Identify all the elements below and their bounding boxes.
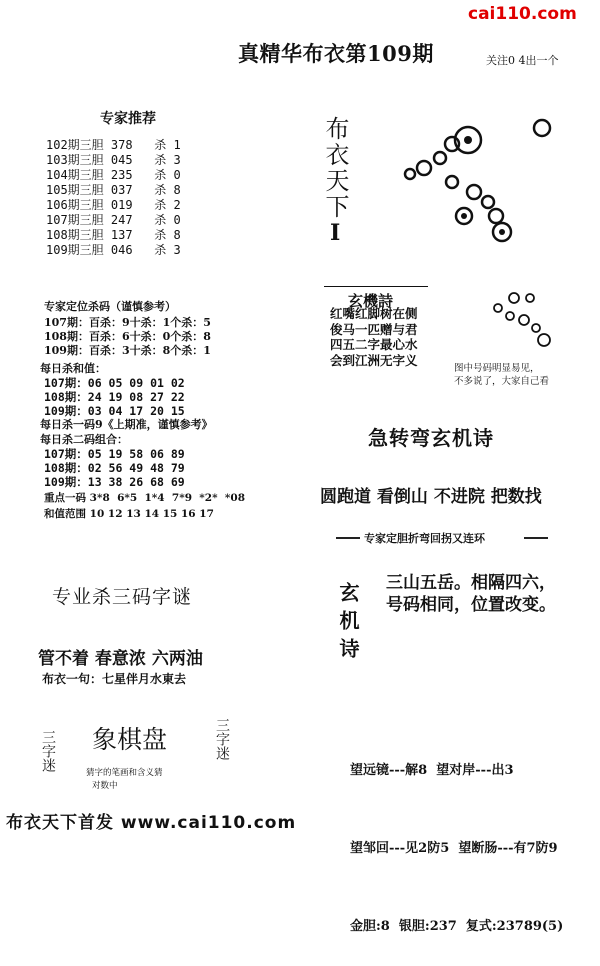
expert-fix: 专家定胆折弯回拐又连环 <box>364 532 485 545</box>
poem-line: 红嘴红脚树在侧 <box>330 306 418 321</box>
list-item: 102期三胆 378 杀 1 <box>46 138 181 152</box>
poem-line: 三山五岳。相隔四六， <box>386 573 556 593</box>
poem-box-top-rule <box>324 286 428 287</box>
lookout-line: 望邹回---见2防5 望断肠---有7防9 <box>350 841 558 856</box>
daily-two-list <box>44 447 185 489</box>
site-logo[interactable]: cai110.com <box>468 4 577 24</box>
poem-line: 号码相同，位置改变。 <box>386 595 556 615</box>
poem2 <box>386 572 556 616</box>
position-kill-header: 专家定位杀码（谨慎参考） <box>44 300 176 313</box>
follow-note: 关注0 4出一个 <box>486 54 559 67</box>
list-item: 108期：02 56 49 48 79 <box>44 461 185 475</box>
xuanji-vertical: 玄机诗 <box>336 582 360 666</box>
footer-text[interactable]: 布衣天下首发 www.cai110.com <box>6 813 297 833</box>
lookout-line: 望远镜---解8 望对岸---出3 <box>350 763 514 778</box>
expert-list <box>46 138 181 258</box>
chain-illustration <box>392 118 572 258</box>
chess-note-2: 对数中 <box>92 781 118 791</box>
poem-line: 俊马一匹赠与君 <box>330 321 418 337</box>
small-chain-illustration <box>468 290 568 350</box>
list-item: 109期：百杀：3十杀：8个杀：1 <box>44 344 211 357</box>
expert-header: 专家推荐 <box>100 111 156 127</box>
chess-note: 猜字的笔画和含义猜 <box>86 768 163 778</box>
list-item: 105期三胆 037 杀 8 <box>46 183 181 197</box>
buyi-numeral: I <box>330 220 341 246</box>
poem-line: 四五二字最心水 <box>330 337 418 352</box>
list-item: 109期三胆 046 杀 3 <box>46 243 181 257</box>
list-item: 106期三胆 019 杀 2 <box>46 198 181 212</box>
daily-sum-header: 每日杀和值： <box>40 362 106 375</box>
key-one-code: 重点一码 3*8 6*5 1*4 7*9 *2* *08 <box>44 492 246 504</box>
page-title: 真精华布衣第109期 <box>238 41 434 66</box>
list-item: 107期三胆 247 杀 0 <box>46 213 181 227</box>
list-item: 108期：百杀：6十杀：0个杀：8 <box>44 330 211 343</box>
poem-box-lines <box>330 306 418 368</box>
turn-title: 急转弯玄机诗 <box>368 426 494 450</box>
riddle-line: 管不着 春意浓 六两油 <box>38 649 203 669</box>
lookout-line: 金胆:8 银胆:237 复式:23789(5) <box>350 919 564 934</box>
list-item: 107期：06 05 09 01 02 <box>44 376 185 390</box>
buyi-sentence: 布衣一句：七星伴月水東去 <box>42 672 187 686</box>
list-item: 109期：13 38 26 68 69 <box>44 475 185 489</box>
list-item: 103期三胆 045 杀 3 <box>46 153 181 167</box>
hint-line: 不多说了，大家自己看 <box>454 376 550 387</box>
list-item: 108期三胆 137 杀 8 <box>46 228 181 242</box>
list-item: 108期：24 19 08 27 22 <box>44 390 185 404</box>
sum-range: 和值范围 10 12 13 14 15 16 17 <box>44 508 214 520</box>
lookout-list <box>350 706 563 966</box>
list-item: 107期：百杀：9十杀：1个杀：5 <box>44 316 211 329</box>
hint-line: 图中号码明显易见， <box>454 363 540 374</box>
daily-sum-list <box>44 376 185 418</box>
list-item: 109期：03 04 17 20 15 <box>44 404 185 418</box>
position-kill-list <box>44 316 211 358</box>
turn-line: 圆跑道 看倒山 不进院 把数找 <box>320 487 542 507</box>
list-item: 104期三胆 235 杀 0 <box>46 168 181 182</box>
poem-line: 会到江洲无字义 <box>330 352 418 368</box>
divider <box>524 537 548 539</box>
daily-one-code: 每日杀一码9《上期准，谨慎参考》 <box>40 418 213 431</box>
list-item: 107期：05 19 58 06 89 <box>44 447 185 461</box>
chess-left-label: 三字迷 <box>40 730 56 772</box>
riddle-title: 专业杀三码字谜 <box>52 586 193 608</box>
divider <box>336 537 360 539</box>
daily-two-header: 每日杀二码组合： <box>40 433 128 446</box>
hint-text <box>454 362 549 388</box>
chess-title: 象棋盘 <box>92 725 168 754</box>
buyi-title: 布衣天下 <box>321 116 349 220</box>
poem-box-title: 玄機詩 <box>348 292 394 310</box>
chess-right-label: 三字迷 <box>214 718 230 760</box>
